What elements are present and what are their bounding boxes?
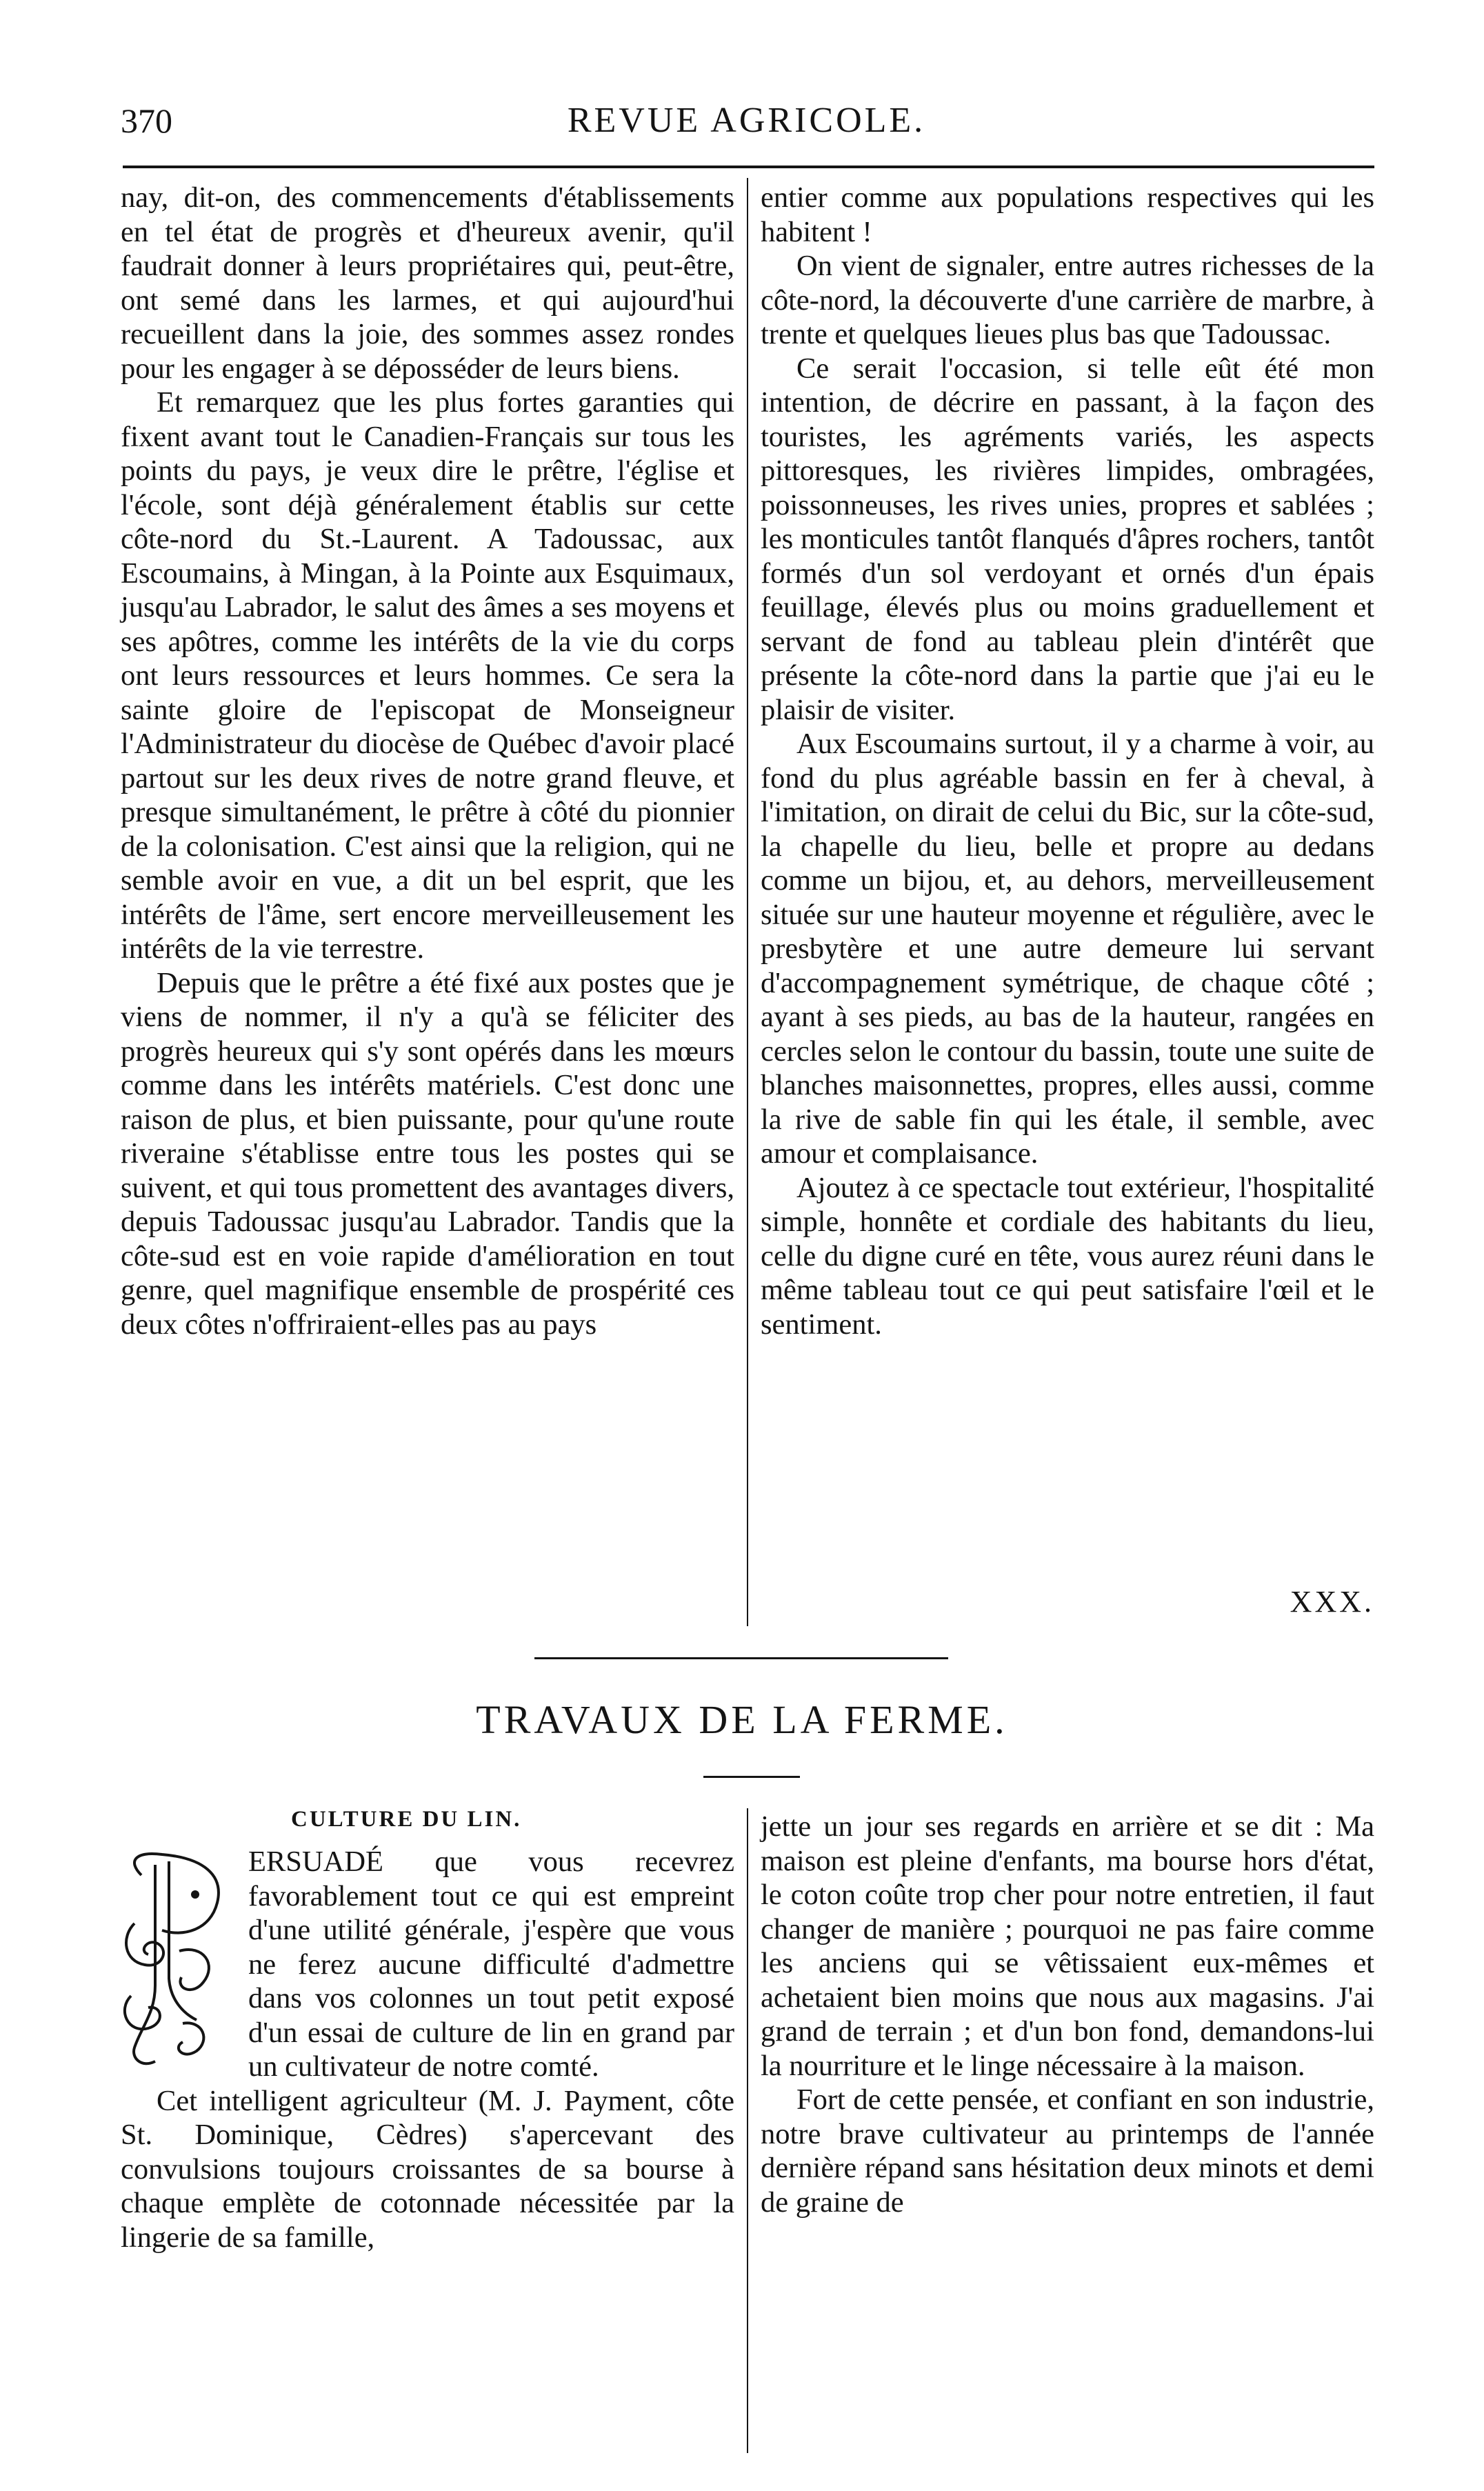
section-title: TRAVAUX DE LA FERME. <box>476 1697 1008 1742</box>
page-header <box>121 100 1372 141</box>
column-divider <box>747 178 748 1626</box>
paragraph: Aux Escoumains surtout, il y a charme à voir, au fond du plus agréable bassin en fer à cheval, à l'imitation, on dirait de celui du Bic, sur la côte-sud, la chapelle du lieu, belle et propre au dedans comme un bijou, et, au dehors, merveilleusement située sur une hauteur moyenne et régulière, avec le presbytère et une autre demeure lui servant d'accompagnement symétrique, de chaque côté ; ayant à ses pieds, au bas de la hauteur, rangées en cercles selon le contour du bassin, toute une suite de blanches maisonnettes, propres, elles aussi, comme la rive de sable fin qui les étale, il semble, avec amour et complaisance. <box>761 728 1374 1170</box>
article-signature: XXX. <box>1290 1585 1374 1619</box>
running-title: REVUE AGRICOLE. <box>567 101 926 140</box>
paragraph: Depuis que le prêtre a été fixé aux postes que je viens de nommer, il n'y a qu'à se féliciter des progrès heureux qui s'y sont opérés dans les mœurs comme dans les intérêts matériels. C'est donc une raison de plus, et bien puissante, pour qu'une route riveraine s'établisse entre tous les postes qui se suivent, et qui tous promettent des avantages divers, depuis Tadoussac jusqu'au Labrador. Tandis que la côte-sud est en voie rapide d'amélioration en tout genre, quel magnifique ensemble de prospérité ces deux côtes n'offriraient-elles pas au pays <box>121 966 734 1341</box>
paragraph: On vient de signaler, entre autres richesses de la côte-nord, la découverte d'une carrière de marbre, à trente et quelques lieues plus bas que Tadoussac. <box>761 250 1374 350</box>
paragraph: Cet intelligent agriculteur (M. J. Payment, côte St. Dominique, Cèdres) s'apercevant des convulsions toujours croissantes de sa bourse à chaque emplète de cotonnade nécessitée par la lingerie de sa famille, <box>121 2084 734 2254</box>
paragraph: jette un jour ses regards en arrière et se dit : Ma maison est pleine d'enfants, ma bourse hors d'état, le coton coûte trop cher pour notre entretien, il faut changer de manière ; pourquoi ne pas faire comme les anciens qui se vêtissaient eux-mêmes et achetaient bien moins que nous aux magasins. J'ai grand de terrain ; et d'un bon fond, demandons-lui la nourriture et le linge nécessaire à la maison. <box>761 1810 1374 2082</box>
section-rule <box>534 1657 948 1659</box>
ornamental-dropcap <box>114 1848 234 2075</box>
article-subheading: CULTURE DU LIN. <box>291 1807 522 1832</box>
page-number: 370 <box>121 101 172 140</box>
column-divider <box>747 1808 748 2453</box>
article-column-1 <box>121 181 734 1341</box>
article-column-4 <box>761 1810 1374 2219</box>
article-column-3 <box>121 1845 734 2254</box>
article-column-2 <box>761 181 1374 1341</box>
paragraph: Ce serait l'occasion, si telle eût été mon intention, de décrire en passant, à la façon des touristes, les agréments variés, les aspects pittoresques, les rivières limpides, ombragées, poissonneuses, les rives unies, propres et sablées ; les monticules tantôt flanqués d'âpres rochers, tantôt formés d'un sol verdoyant et ornés d'un épais feuillage, élevés plus ou moins graduellement et servant de fond au tableau plein d'intérêt que présente la côte-nord dans la partie que j'ai eu le plaisir de visiter. <box>761 352 1374 726</box>
paragraph: Ajoutez à ce spectacle tout extérieur, l'hospitalité simple, honnête et cordiale des habitants du lieu, celle du digne curé en tête, vous aurez réuni dans le même tableau tout ce qui peut satisfaire l'œil et le sentiment. <box>761 1171 1374 1341</box>
paragraph: nay, dit-on, des commencements d'établissements en tel état de progrès et d'heureux avenir, qu'il faudrait donner à leurs propriétaires qui, peut-être, ont semé dans les larmes, et qui aujourd'hui recueillent dans la joie, des sommes assez rondes pour les engager à se déposséder de leurs biens. <box>121 181 734 385</box>
paragraph: Fort de cette pensée, et confiant en son industrie, notre brave cultivateur au printemps de l'année dernière répand sans hésitation deux minots et demi de graine de <box>761 2083 1374 2219</box>
header-rule <box>123 166 1374 168</box>
paragraph: ERSUADÉ que vous recevrez favorablement tout ce qui est empreint d'une utilité générale, j'espère que vous ne ferez aucune difficulté d'admettre dans vos colonnes un tout petit exposé d'un essai de culture de lin en grand par un cultivateur de notre comté. <box>248 1845 734 2083</box>
paragraph: Et remarquez que les plus fortes garanties qui fixent avant tout le Canadien-Français sur tous les points du pays, je veux dire le prêtre, l'église et l'école, sont déjà généralement établis sur cette côte-nord du St.-Laurent. A Tadoussac, aux Escoumains, à Mingan, à la Pointe aux Esquimaux, jusqu'au Labrador, le salut des âmes a ses moyens et ses apôtres, comme les intérêts de la vie du corps ont leurs ressources et leurs hommes. Ce sera la sainte gloire de l'episcopat de Monseigneur l'Administrateur du diocèse de Québec d'avoir placé partout sur les deux rives de notre grand fleuve, et presque simultanément, le prêtre à côté du pionnier de la colonisation. C'est ainsi que la religion, qui ne semble avoir en vue, a dit un bel esprit, que les intérêts de l'âme, sert encore merveilleusement les intérêts de la vie terrestre. <box>121 386 734 965</box>
section-rule-short <box>703 1776 800 1778</box>
paragraph: entier comme aux populations respectives qui les habitent ! <box>761 181 1374 248</box>
